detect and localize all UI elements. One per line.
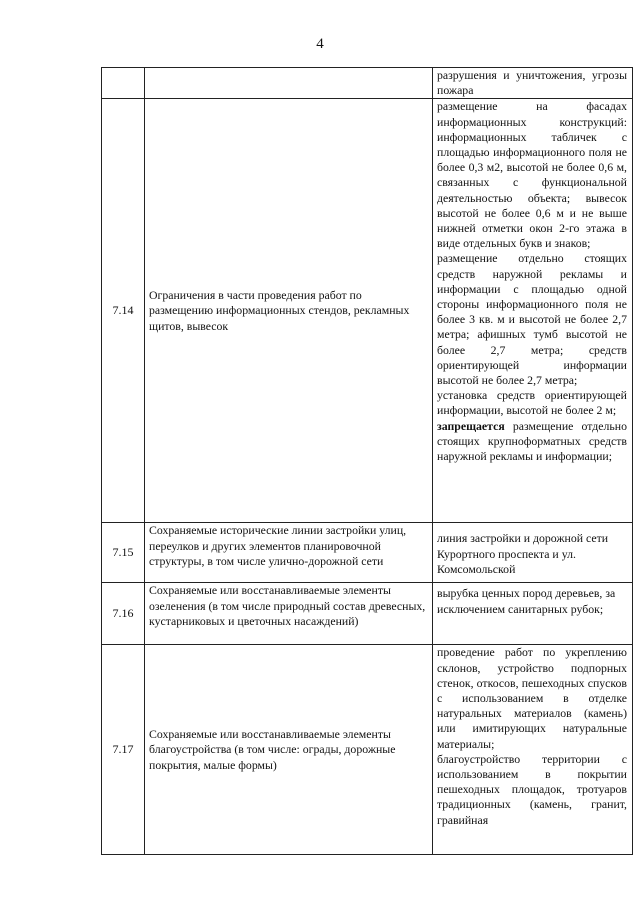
row-requirements (433, 523, 633, 583)
row-requirements (433, 99, 633, 523)
prohibited-text: размещение отдельно стоящих крупноформатных средств наружной рекламы и информации; (437, 418, 628, 464)
requirement-paragraph-prohibited (437, 419, 627, 465)
table-row (102, 583, 633, 645)
table-row (102, 99, 633, 523)
prohibited-label: запрещается (437, 418, 505, 433)
table-row (102, 523, 633, 583)
page-number: 4 (316, 36, 324, 52)
row-requirements (433, 583, 633, 645)
requirement-paragraph: размещение отдельно стоящих средств наружной рекламы и информации с площадью одной стороны информационного поля не более 3 кв. м и высотой не более 2,7 метра; афишных тумб высотой не более 2,7 метра; средств ориентирующей информации высотой не более 2,7 метра; (437, 251, 627, 388)
row-description (145, 68, 433, 99)
restrictions-table (101, 67, 633, 855)
requirement-paragraph: благоустройство территории с использованием в покрытии пешеходных площадок, тротуаров традиционных (камень, гранит, гравийная (437, 751, 627, 827)
requirement-paragraph: проведение работ по укреплению склонов, устройство подпорных стенок, откосов, пешеходных спусков с использованием в отделке натуральных материалов (камень) или имитирующих натуральные материалы; (437, 645, 627, 751)
row-requirements (433, 645, 633, 855)
table-row (102, 68, 633, 99)
row-number: 7.17 (102, 645, 145, 855)
requirement-paragraph: разрушения и уничтожения, угрозы пожара (437, 68, 627, 98)
row-description: Ограничения в части проведения работ по размещению информационных стендов, рекламных щитов, вывесок (145, 99, 433, 523)
requirement-paragraph: установка средств ориентирующей информации, высотой не более 2 м; (437, 388, 627, 418)
row-description: Сохраняемые исторические линии застройки улиц, переулков и других элементов планировочной структуры, в том числе улично-дорожной сети (145, 523, 433, 583)
row-number: 7.16 (102, 583, 145, 645)
row-description: Сохраняемые или восстанавливаемые элементы благоустройства (в том числе: ограды, дорожные покрытия, малые формы) (145, 645, 433, 855)
table-row (102, 645, 633, 855)
row-number: 7.14 (102, 99, 145, 523)
requirement-paragraph: вырубка ценных пород деревьев, за исключением санитарных рубок; (437, 586, 616, 616)
row-number (102, 68, 145, 99)
requirement-paragraph: размещение на фасадах информационных конструкций: информационных табличек с площадью информационного поля не более 0,3 м2, высотой не более 0,6 м, связанных с функциональной деятельностью объекта; вывесок высотой не более 0,6 м и не выше нижней отметки окон 2-го этажа в виде отдельных букв и знаков; (437, 99, 627, 251)
row-requirements (433, 68, 633, 99)
requirement-paragraph: линия застройки и дорожной сети Курортного проспекта и ул. Комсомольской (437, 531, 609, 576)
row-number: 7.15 (102, 523, 145, 583)
row-description: Сохраняемые или восстанавливаемые элементы озеленения (в том числе природный состав древесных, кустарниковых и цветочных насаждений) (145, 583, 433, 645)
